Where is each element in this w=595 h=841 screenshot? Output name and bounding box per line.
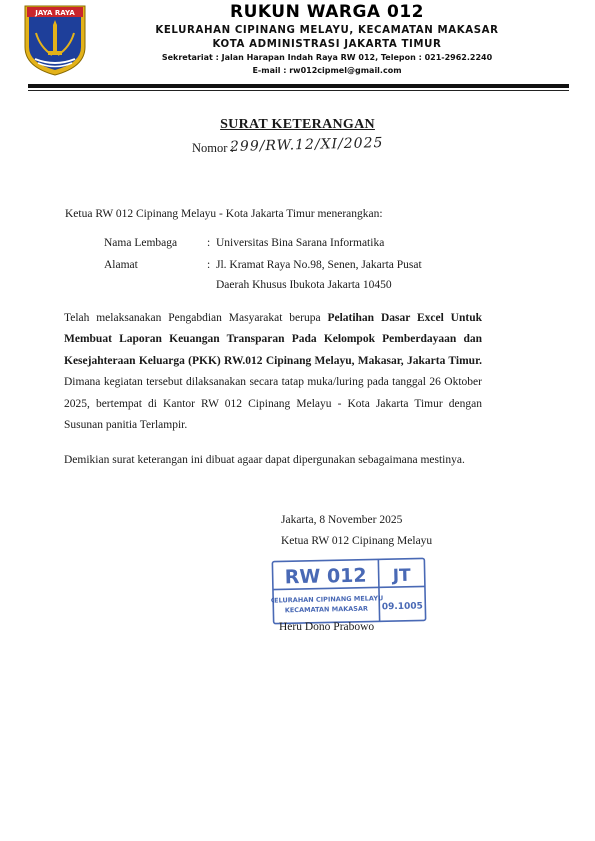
org-address: Sekretariat : Jalan Harapan Indah Raya RW 012, Telepon : 021-2962.2240 bbox=[161, 53, 493, 62]
field-label-address: Alamat bbox=[104, 259, 138, 271]
closing-text: Demikian surat keterangan ini dibuat agaar dapat dipergunakan sebagaimana mestinya. bbox=[64, 454, 465, 466]
field-value-institution: Universitas Bina Sarana Informatika bbox=[216, 237, 385, 249]
letterhead-divider-thin bbox=[28, 90, 569, 91]
signature-place-date: Jakarta, 8 November 2025 bbox=[281, 514, 403, 526]
intro-text: Ketua RW 012 Cipinang Melayu - Kota Jakarta Timur menerangkan: bbox=[65, 208, 383, 220]
stamp-side-text: JT bbox=[392, 565, 411, 587]
stamp-line2: KECAMATAN MAKASAR bbox=[284, 604, 369, 615]
jakarta-logo bbox=[22, 3, 88, 77]
field-value-address-line2: Daerah Khusus Ibukota Jakarta 10450 bbox=[216, 279, 392, 291]
stamp-main-text: RW 012 bbox=[284, 564, 367, 589]
letterhead-divider bbox=[28, 84, 569, 88]
field-value-address: Jl. Kramat Raya No.98, Senen, Jakarta Pusat bbox=[216, 259, 422, 271]
org-subtitle: KELURAHAN CIPINANG MELAYU, KECAMATAN MAKASAR bbox=[155, 25, 499, 36]
body-prefix: Telah melaksanakan Pengabdian Masyarakat berupa bbox=[64, 312, 328, 324]
org-city: KOTA ADMINISTRASI JAKARTA TIMUR bbox=[212, 39, 442, 50]
field-colon: : bbox=[207, 237, 211, 249]
logo-text: JAYA RAYA bbox=[35, 9, 75, 17]
official-stamp bbox=[270, 556, 427, 625]
body-paragraph bbox=[64, 308, 482, 436]
number-label: Nomor : bbox=[192, 141, 235, 155]
field-label-institution: Nama Lembaga bbox=[104, 237, 178, 249]
stamp-code: 09.1005 bbox=[381, 601, 423, 613]
signature-position: Ketua RW 012 Cipinang Melayu bbox=[281, 535, 433, 547]
org-name: RUKUN WARGA 012 bbox=[230, 2, 424, 22]
number-value: 299/RW.12/XI/2025 bbox=[229, 134, 384, 156]
stamp-line1: KELURAHAN CIPINANG MELAYU bbox=[270, 594, 384, 605]
signature-name: Heru Dono Prabowo bbox=[279, 621, 375, 633]
body-activity-title: Pelatihan Dasar Excel Untuk Membuat Laporan Keuangan Transparan Pada Kelompok Pemberdayaan dan Kesejahteraan Keluarga (PKK) RW.012 Cipinang Melayu, Makasar, Jakarta Timur. bbox=[64, 312, 482, 367]
org-email: E-mail : rw012cipmel@gmail.com bbox=[252, 66, 402, 75]
document-title: SURAT KETERANGAN bbox=[220, 117, 375, 132]
body-rest: Dimana kegiatan tersebut dilaksanakan secara tatap muka/luring pada tanggal 26 Oktober 2025, bertempat di Kantor RW 012 Cipinang Melayu - Kota Jakarta Timur dengan Susunan panitia Terlampir. bbox=[64, 376, 482, 432]
field-colon: : bbox=[207, 259, 211, 271]
